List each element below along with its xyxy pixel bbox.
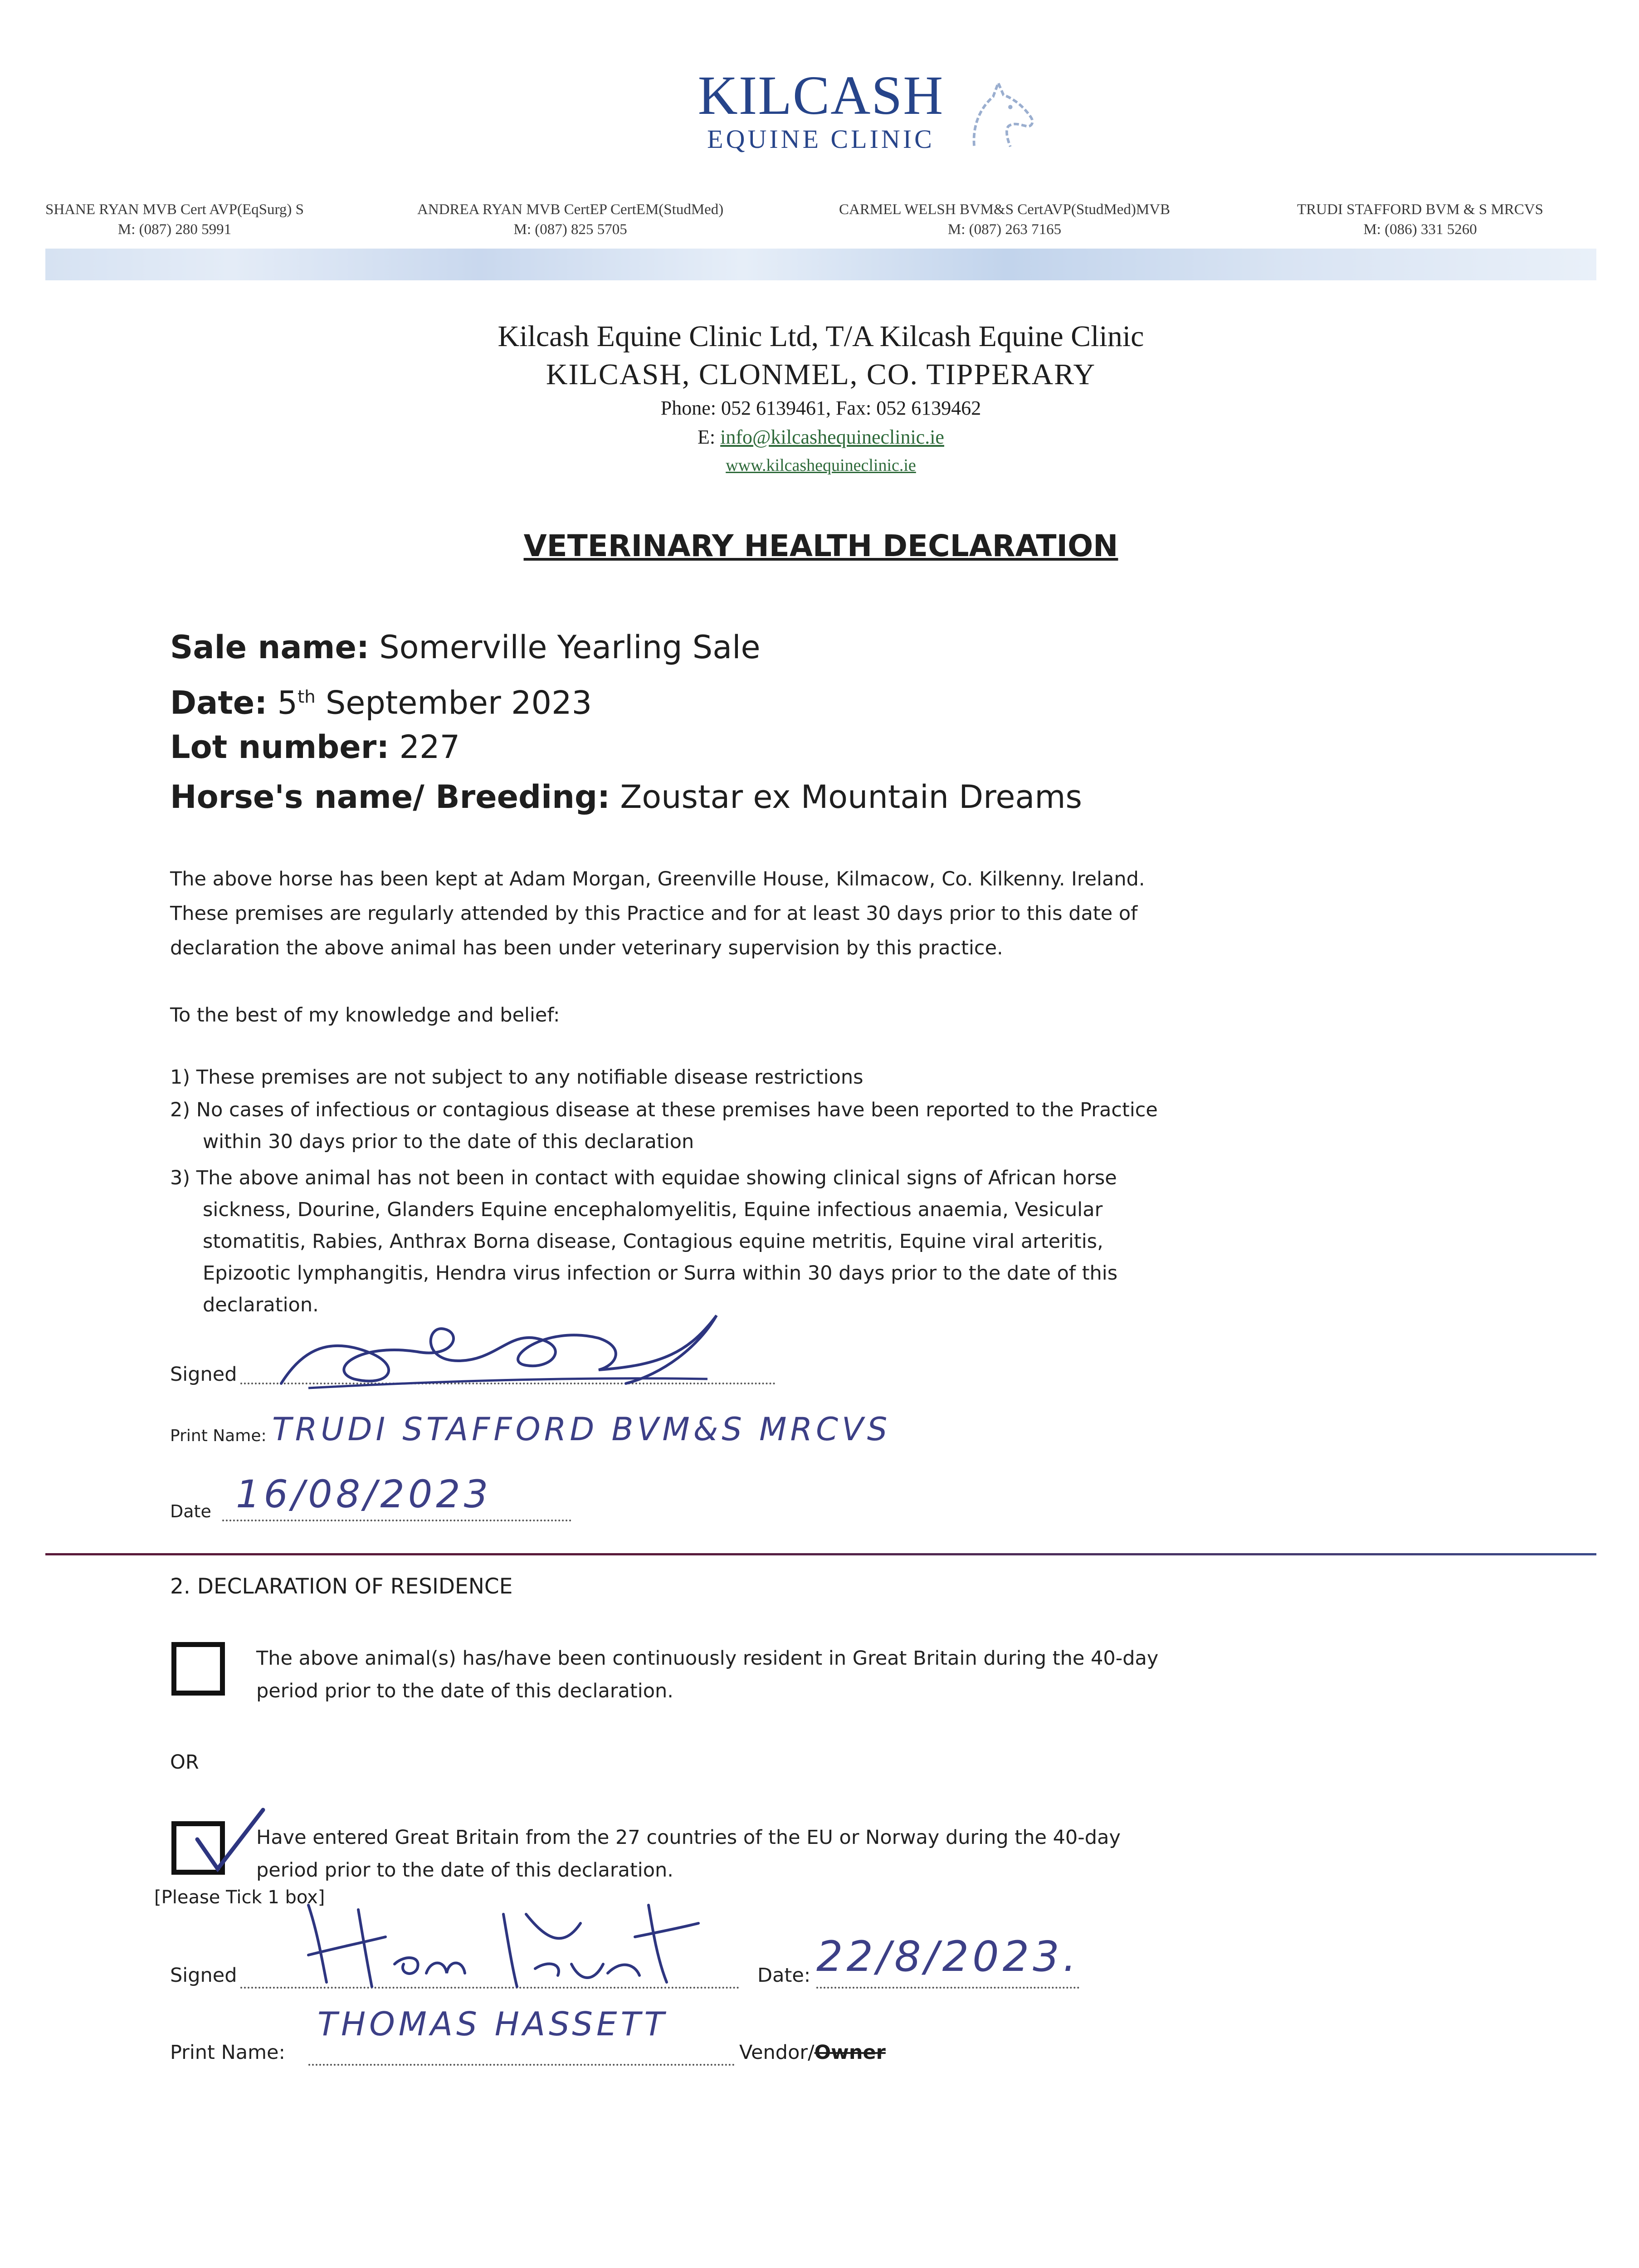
premises-paragraph bbox=[170, 862, 1304, 965]
vet-mobile: M: (087) 825 5705 bbox=[513, 221, 627, 238]
date-day: 5 bbox=[277, 684, 298, 722]
option-line: period prior to the date of this declaration. bbox=[256, 1680, 673, 1702]
paragraph-line: declaration the above animal has been under veterinary supervision by this practice. bbox=[170, 937, 1003, 959]
option-line: period prior to the date of this declaration. bbox=[256, 1859, 673, 1882]
vendor-date-value: 22/8/2023. bbox=[816, 1932, 1080, 1981]
vet-name: TRUDI STAFFORD BVM & S MRCVS bbox=[1297, 201, 1543, 218]
or-label: OR bbox=[170, 1751, 199, 1774]
statement-line: 1) These premises are not subject to any notifiable disease restrictions bbox=[170, 1066, 863, 1089]
date-suffix: th bbox=[298, 687, 316, 707]
logo-subtitle: EQUINE CLINIC bbox=[707, 124, 935, 154]
clinic-name: Kilcash Equine Clinic Ltd, T/A Kilcash Equine Clinic bbox=[498, 320, 1144, 353]
sale-name-field bbox=[170, 627, 761, 668]
vendor-owner-role bbox=[739, 2041, 886, 2064]
residence-option-1 bbox=[256, 1642, 1435, 1707]
resident-gb-checkbox[interactable] bbox=[171, 1642, 225, 1696]
logo-name: KILCASH bbox=[698, 65, 944, 126]
field-label: Sale name: bbox=[170, 629, 369, 666]
vet-print-name-value: TRUDI STAFFORD BVM&S MRCVS bbox=[272, 1411, 891, 1448]
paragraph-line: These premises are regularly attended by this Practice and for at least 30 days prior to this date of bbox=[170, 902, 1138, 925]
vendor-date-label: Date: bbox=[757, 1964, 811, 1987]
statement-line: within 30 days prior to the date of this declaration bbox=[203, 1130, 694, 1153]
vet-signed-label: Signed bbox=[170, 1363, 237, 1386]
clinic-email-link[interactable]: info@kilcashequineclinic.ie bbox=[720, 426, 944, 448]
section-divider bbox=[45, 1553, 1596, 1555]
option-line: The above animal(s) has/have been continuously resident in Great Britain during the 40-day bbox=[256, 1647, 1159, 1670]
belief-line: To the best of my knowledge and belief: bbox=[170, 1004, 560, 1026]
clinic-logo bbox=[680, 65, 961, 154]
residence-heading: 2. DECLARATION OF RESIDENCE bbox=[170, 1574, 513, 1599]
vet-name: SHANE RYAN MVB Cert AVP(EqSurg) S bbox=[45, 201, 304, 218]
vet-mobile: M: (087) 263 7165 bbox=[947, 221, 1062, 238]
statement-line: 2) No cases of infectious or contagious disease at these premises have been reported to the Practice bbox=[170, 1099, 1158, 1121]
paragraph-line: The above horse has been kept at Adam Morgan, Greenville House, Kilmacow, Co. Kilkenny. Ireland. bbox=[170, 868, 1145, 890]
statement-line: stomatitis, Rabies, Anthrax Borna disease, Contagious equine metritis, Equine viral arteritis, bbox=[203, 1230, 1103, 1253]
clinic-address bbox=[408, 318, 1234, 479]
statement-line: sickness, Dourine, Glanders Equine encephalomyelitis, Equine infectious anaemia, Vesicular bbox=[203, 1198, 1103, 1221]
field-value: Zoustar ex Mountain Dreams bbox=[620, 778, 1082, 816]
vet-date-line bbox=[222, 1520, 571, 1521]
vet-print-name-label: Print Name: bbox=[170, 1427, 267, 1445]
email-prefix: E: bbox=[698, 426, 721, 448]
vet-name: ANDREA RYAN MVB CertEP CertEM(StudMed) bbox=[417, 201, 724, 218]
lot-number-field bbox=[170, 727, 460, 767]
vendor-date-line bbox=[816, 1987, 1079, 1989]
vendor-print-name-line bbox=[308, 2064, 735, 2066]
vendor-print-name-value: THOMAS HASSETT bbox=[317, 2005, 668, 2043]
vet-date-label: Date bbox=[170, 1501, 211, 1521]
vendor-signature bbox=[290, 1896, 717, 1996]
vet-3 bbox=[839, 200, 1170, 240]
field-value: 227 bbox=[399, 728, 460, 766]
vet-1 bbox=[45, 200, 304, 240]
owner-role-label: Owner bbox=[814, 2041, 886, 2064]
field-value: Somerville Yearling Sale bbox=[379, 629, 761, 666]
document-title: VETERINARY HEALTH DECLARATION bbox=[523, 528, 1118, 563]
clinic-place: KILCASH, CLONMEL, CO. TIPPERARY bbox=[546, 358, 1096, 391]
field-label: Lot number: bbox=[170, 728, 390, 766]
field-label: Date: bbox=[170, 684, 268, 722]
vet-mobile: M: (087) 280 5991 bbox=[117, 221, 232, 238]
vet-date-value: 16/08/2023 bbox=[236, 1472, 492, 1516]
statement-line: 3) The above animal has not been in contact with equidae showing clinical signs of African horse bbox=[170, 1167, 1117, 1189]
statement-2 bbox=[170, 1094, 1304, 1158]
statement-line: Epizootic lymphangitis, Hendra virus infection or Surra within 30 days prior to the date of this bbox=[203, 1262, 1118, 1285]
horse-name-field bbox=[170, 777, 1082, 817]
header-band bbox=[45, 249, 1596, 280]
clinic-website-link[interactable]: www.kilcashequineclinic.ie bbox=[726, 456, 916, 475]
statement-line: declaration. bbox=[203, 1294, 319, 1316]
vet-name: CARMEL WELSH BVM&S CertAVP(StudMed)MVB bbox=[839, 201, 1171, 218]
vendor-role-label: Vendor/ bbox=[739, 2041, 815, 2064]
vet-signature bbox=[254, 1297, 776, 1397]
date-field bbox=[170, 677, 592, 723]
statement-1 bbox=[170, 1061, 1304, 1093]
field-label: Horse's name/ Breeding: bbox=[170, 778, 610, 816]
horse-head-icon bbox=[957, 73, 1043, 159]
residence-option-2 bbox=[256, 1821, 1435, 1887]
clinic-phone: Phone: 052 6139461, Fax: 052 6139462 bbox=[660, 397, 981, 419]
tick-instruction: [Please Tick 1 box] bbox=[154, 1887, 325, 1908]
option-line: Have entered Great Britain from the 27 countries of the EU or Norway during the 40-day bbox=[256, 1826, 1121, 1849]
clinic-email-line bbox=[408, 423, 1234, 452]
date-rest: September 2023 bbox=[325, 684, 592, 722]
vet-mobile: M: (086) 331 5260 bbox=[1363, 221, 1477, 238]
vendor-print-name-label: Print Name: bbox=[170, 2041, 285, 2064]
vet-4 bbox=[1297, 200, 1543, 240]
vet-2 bbox=[417, 200, 723, 240]
vendor-signed-label: Signed bbox=[170, 1964, 237, 1987]
